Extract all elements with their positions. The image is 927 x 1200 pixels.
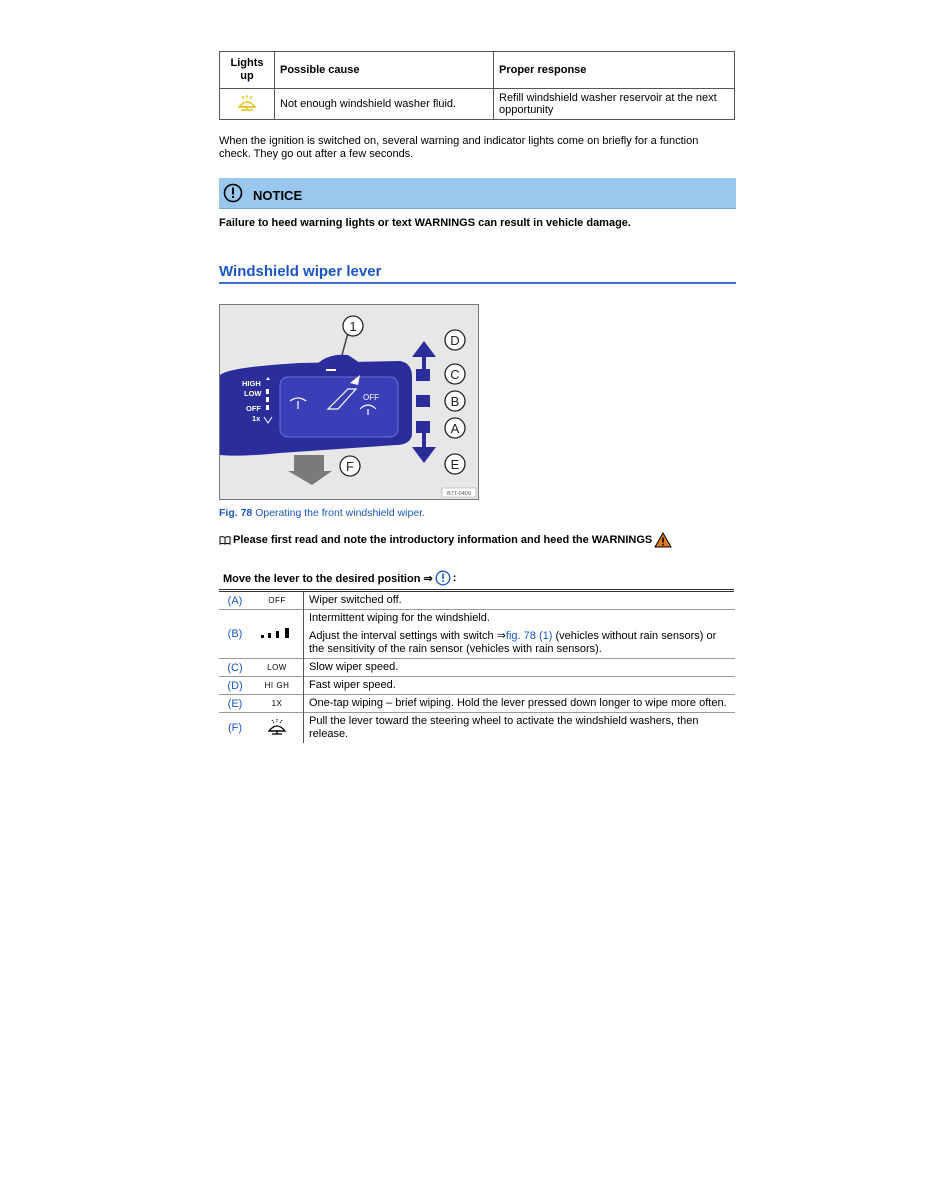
notice-bar [219,178,736,209]
callout-1: 1 [349,319,357,334]
position-symbol [251,713,304,744]
light-cell [220,89,275,120]
position-key: (B) [219,610,251,659]
position-desc: Pull the lever toward the steering wheel to activate the windshield washers, then release. [304,713,736,744]
position-key: (F) [219,713,251,744]
wiper-lever-figure [219,304,479,500]
position-desc: Intermittent wiping for the windshield. Adjust the interval settings with switch ⇒fig. 78 (1) (vehicles without rain sensors) or the sensitivity of the rain sensor (vehicles with rain sensors). [304,610,736,659]
cause-cell: Not enough windshield washer fluid. [275,89,494,120]
caption-number: Fig. 78 [219,507,253,519]
notice-icon [223,183,243,203]
position-symbol: OFF [251,592,304,610]
callout-e: E [450,457,460,472]
header-lights-up: Lights up [220,52,275,89]
callout-b: B [450,394,460,409]
intro-line [219,532,736,548]
manual-page [219,51,736,743]
table-header-row [220,52,735,89]
book-icon [219,535,231,545]
switch-label-off: OFF [363,393,379,402]
washer-fluid-warning-icon [236,94,258,112]
position-key: (E) [219,695,251,713]
fig-78-link[interactable]: fig. 78 (1) [505,630,553,642]
position-symbol [251,610,304,659]
section-title: Windshield wiper lever [219,263,736,284]
table-row [220,89,735,120]
wiper-lever-illustration [220,305,478,499]
table-row [219,592,735,610]
table-row [219,677,735,695]
lever-label-1x: 1x [252,414,261,423]
washer-icon [266,718,288,736]
lever-label-off: OFF [246,404,261,413]
caption-text: Operating the front windshield wiper. [255,507,426,519]
positions-table [219,592,735,743]
position-desc: One-tap wiping – brief wiping. Hold the lever pressed down longer to wipe more often. [304,695,736,713]
table-row [219,610,735,659]
figure-code: B7T-0409 [447,491,471,497]
position-desc: Slow wiper speed. [304,659,736,677]
position-desc: Fast wiper speed. [304,677,736,695]
notice-ref-icon[interactable] [435,570,451,586]
notice-label: NOTICE [253,188,303,203]
callout-f: F [346,459,354,474]
position-symbol: HI GH [251,677,304,695]
response-cell: Refill windshield washer reservoir at the next opportunity [494,89,735,120]
intermittent-icon [260,627,294,639]
callout-a: A [450,421,460,436]
positions-title: Move the lever to the desired position ⇒ : [219,570,734,592]
position-key: (D) [219,677,251,695]
intro-text: Please first read and note the introductory information and heed the WARNINGS [233,534,653,546]
warning-triangle-icon [654,532,672,548]
ignition-paragraph: When the ignition is switched on, several warning and indicator lights come on briefly for a function check. They go out after a few seconds. [219,135,699,160]
position-key: (C) [219,659,251,677]
header-possible-cause: Possible cause [275,52,494,89]
position-desc: Wiper switched off. [309,594,402,606]
warning-lights-table [219,51,735,120]
lever-label-high: HIGH [242,379,261,388]
positions-title-text: Move the lever to the desired position ⇒ [223,572,433,585]
position-symbol: 1X [251,695,304,713]
table-row [219,713,735,744]
table-row [219,659,735,677]
position-key: (A) [227,594,243,607]
callout-d: D [450,333,460,348]
callout-c: C [450,367,460,382]
table-row [219,695,735,713]
position-symbol: LOW [251,659,304,677]
header-proper-response: Proper response [494,52,735,89]
lever-label-low: LOW [244,389,262,398]
figure-caption [219,507,736,519]
notice-text: Failure to heed warning lights or text WARNINGS can result in vehicle damage. [219,217,631,229]
